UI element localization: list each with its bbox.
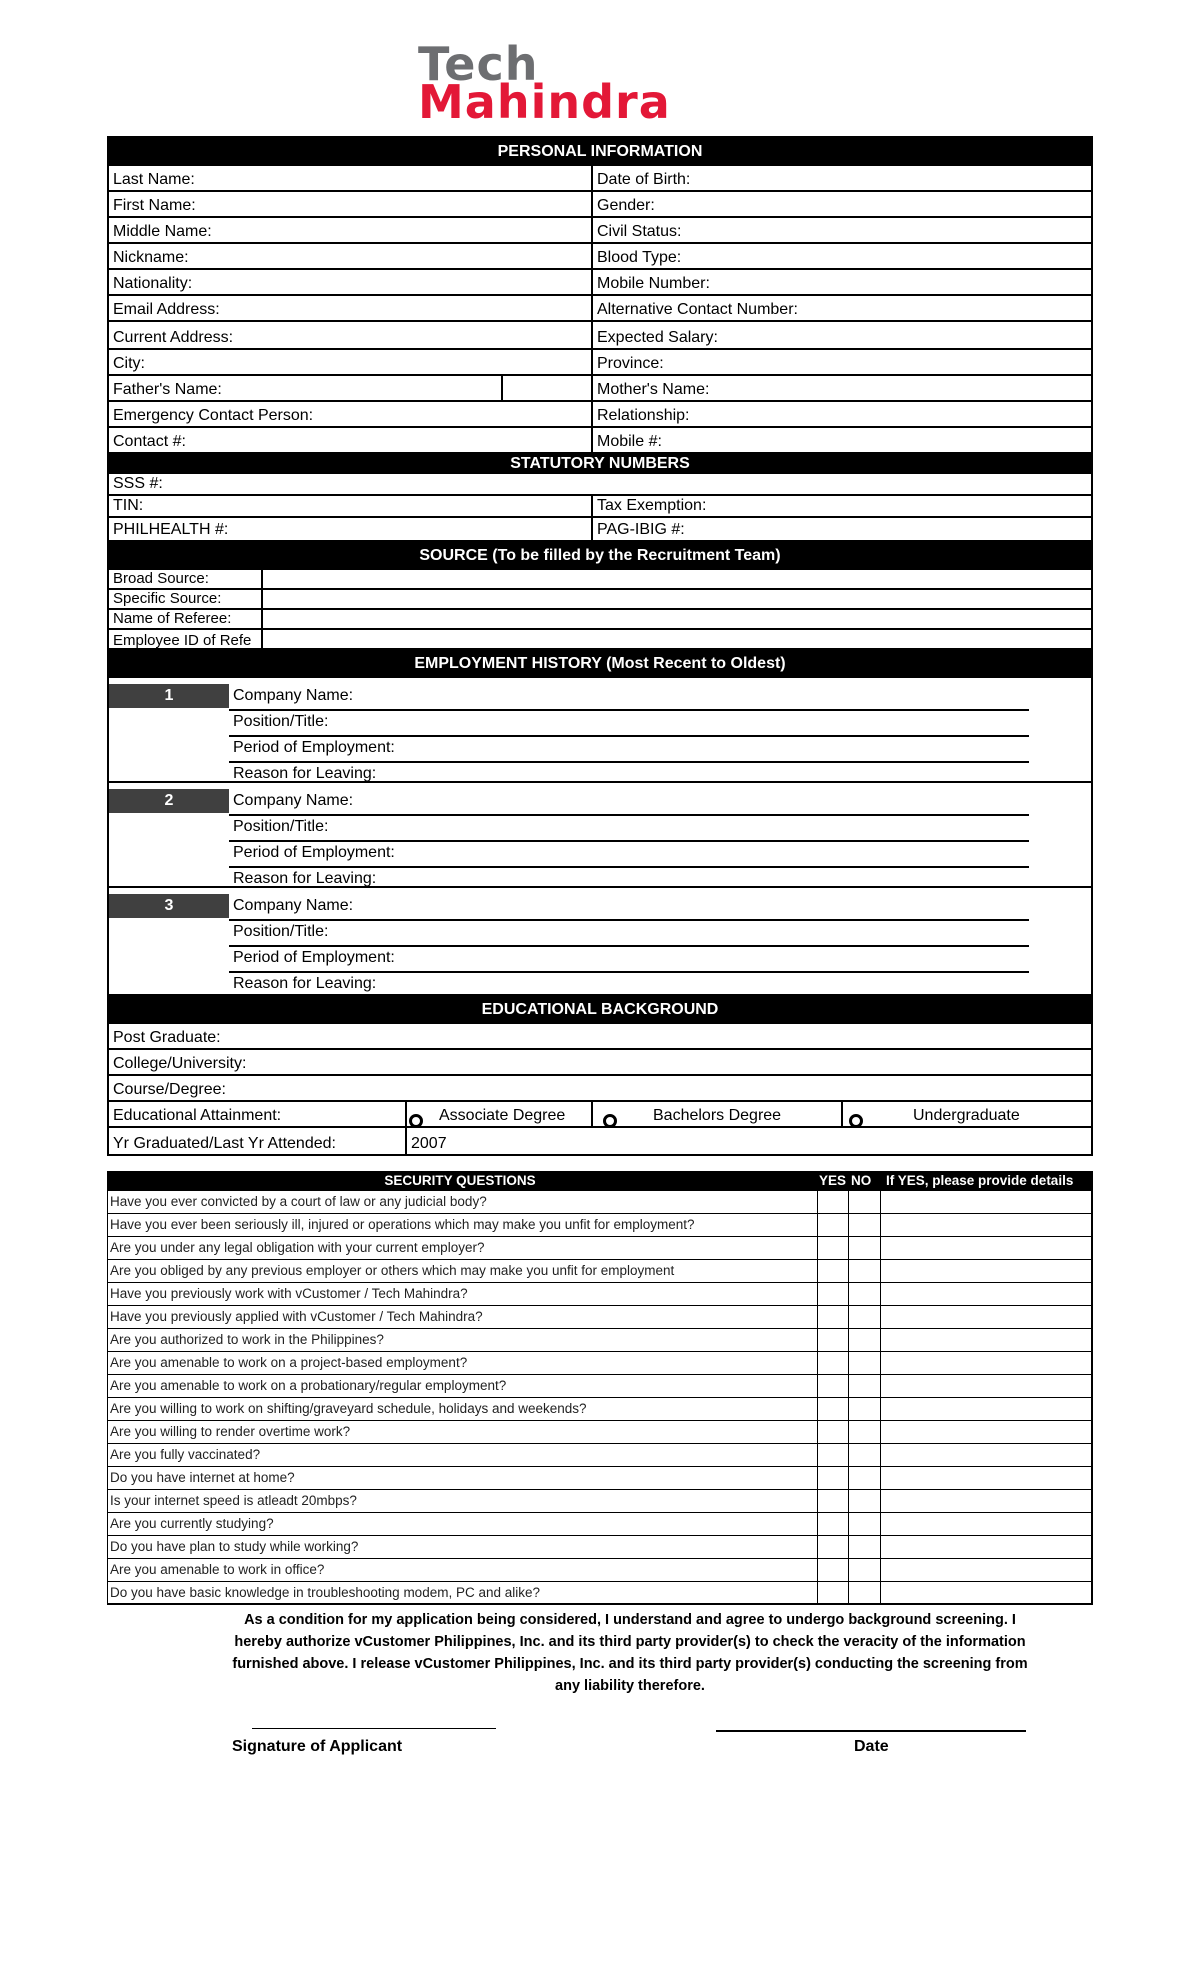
personal-row xyxy=(109,166,1091,192)
personal-field-left[interactable]: Current Address: xyxy=(113,329,234,346)
personal-field-right[interactable]: Date of Birth: xyxy=(597,171,691,188)
employment-field-label: Position/Title: xyxy=(233,923,329,940)
yes-checkbox[interactable] xyxy=(818,1513,848,1536)
divider xyxy=(107,1171,108,1605)
security-questions-header xyxy=(107,1171,1093,1191)
no-checkbox[interactable] xyxy=(849,1582,879,1605)
details-column-header: If YES, please provide details xyxy=(886,1173,1074,1188)
details-field[interactable] xyxy=(881,1513,1091,1536)
educational-background-section xyxy=(107,994,1093,1156)
employment-field-label: Reason for Leaving: xyxy=(233,975,377,992)
details-field[interactable] xyxy=(881,1467,1091,1490)
security-question: Are you amenable to work on a probationary/regular employment? xyxy=(110,1378,507,1393)
attainment-row xyxy=(109,1102,1091,1128)
philhealth-field[interactable]: PHILHEALTH #: xyxy=(113,521,229,538)
employment-field-label: Company Name: xyxy=(233,792,354,809)
personal-field-right[interactable]: Relationship: xyxy=(597,407,690,424)
details-field[interactable] xyxy=(881,1260,1091,1283)
employment-number: 2 xyxy=(109,789,229,813)
security-question: Do you have basic knowledge in troubleshooting modem, PC and alike? xyxy=(110,1585,541,1600)
personal-field-left[interactable]: Nationality: xyxy=(113,275,193,292)
tin-field[interactable]: TIN: xyxy=(113,497,144,514)
employment-field-line[interactable] xyxy=(229,866,1029,868)
applicant-signature-line[interactable] xyxy=(252,1728,496,1729)
yes-checkbox[interactable] xyxy=(818,1375,848,1398)
bachelors-degree-label: Bachelors Degree xyxy=(653,1107,782,1124)
security-question: Are you amenable to work on a project-based employment? xyxy=(110,1355,468,1370)
employment-field-label: Position/Title: xyxy=(233,713,329,730)
logo-mahindra-text: Mahindra xyxy=(418,75,671,129)
employment-field-line[interactable] xyxy=(229,945,1029,947)
personal-field-right[interactable]: Alternative Contact Number: xyxy=(597,301,798,318)
personal-row xyxy=(109,350,1091,376)
source-row xyxy=(109,630,1091,650)
personal-row xyxy=(109,218,1091,244)
details-field[interactable] xyxy=(881,1398,1091,1421)
philhealth-row xyxy=(109,518,1091,540)
date-line[interactable] xyxy=(716,1730,1026,1732)
yes-checkbox[interactable] xyxy=(818,1352,848,1375)
no-checkbox[interactable] xyxy=(849,1559,879,1582)
details-field[interactable] xyxy=(881,1237,1091,1260)
divider xyxy=(880,1171,881,1605)
statutory-numbers-section xyxy=(107,454,1093,542)
no-checkbox[interactable] xyxy=(849,1421,879,1444)
security-question: Are you willing to work on shifting/graveyard schedule, holidays and weekends? xyxy=(110,1401,587,1416)
personal-field-right[interactable]: Mobile Number: xyxy=(597,275,710,292)
date-label: Date xyxy=(854,1738,889,1755)
no-checkbox[interactable] xyxy=(849,1306,879,1329)
security-question: Are you under any legal obligation with your current employer? xyxy=(110,1240,485,1255)
personal-field-left[interactable]: Nickname: xyxy=(113,249,189,266)
employment-field-line[interactable] xyxy=(229,971,1029,973)
yes-column-header: YES xyxy=(819,1173,847,1188)
details-field[interactable] xyxy=(881,1582,1091,1605)
source-value-field[interactable] xyxy=(263,570,1091,588)
employment-field-line[interactable] xyxy=(229,709,1029,711)
employment-block xyxy=(109,783,1091,888)
yes-checkbox[interactable] xyxy=(818,1421,848,1444)
personal-information-header: PERSONAL INFORMATION xyxy=(109,138,1091,166)
details-field[interactable] xyxy=(881,1421,1091,1444)
security-questions-title: SECURITY QUESTIONS xyxy=(384,1173,536,1188)
employment-field-line[interactable] xyxy=(229,735,1029,737)
employment-block xyxy=(109,678,1091,783)
applicant-signature-label: Signature of Applicant xyxy=(232,1738,403,1755)
yes-checkbox[interactable] xyxy=(818,1283,848,1306)
no-checkbox[interactable] xyxy=(849,1513,879,1536)
yes-checkbox[interactable] xyxy=(818,1260,848,1283)
security-question: Do you have internet at home? xyxy=(110,1470,295,1485)
details-field[interactable] xyxy=(881,1352,1091,1375)
no-checkbox[interactable] xyxy=(849,1191,879,1214)
divider xyxy=(591,1102,593,1128)
attainment-label: Educational Attainment: xyxy=(113,1107,282,1124)
yes-checkbox[interactable] xyxy=(818,1191,848,1214)
tin-row xyxy=(109,496,1091,518)
divider xyxy=(817,1171,818,1605)
security-question: Have you ever convicted by a court of law or any judicial body? xyxy=(110,1194,487,1209)
source-header: SOURCE (To be filled by the Recruitment Team) xyxy=(109,542,1091,570)
details-field[interactable] xyxy=(881,1444,1091,1467)
personal-row xyxy=(109,192,1091,218)
course-field[interactable]: Course/Degree: xyxy=(113,1081,226,1098)
divider xyxy=(501,376,503,402)
yes-checkbox[interactable] xyxy=(818,1490,848,1513)
employment-field-label: Period of Employment: xyxy=(233,844,395,861)
table-right-border xyxy=(1091,1171,1093,1605)
pagibig-field[interactable]: PAG-IBIG #: xyxy=(597,521,685,538)
yes-checkbox[interactable] xyxy=(818,1444,848,1467)
details-field[interactable] xyxy=(881,1191,1091,1214)
employment-field-line[interactable] xyxy=(229,919,1029,921)
yr-graduated-label: Yr Graduated/Last Yr Attended: xyxy=(113,1135,336,1152)
yes-checkbox[interactable] xyxy=(818,1398,848,1421)
source-label: Employee ID of Refe xyxy=(113,632,252,649)
source-row xyxy=(109,590,1091,610)
tax-exemption-field[interactable]: Tax Exemption: xyxy=(597,497,707,514)
details-field[interactable] xyxy=(881,1375,1091,1398)
employment-history-header: EMPLOYMENT HISTORY (Most Recent to Oldest) xyxy=(109,650,1091,678)
source-value-field[interactable] xyxy=(263,610,1091,628)
yes-checkbox[interactable] xyxy=(818,1467,848,1490)
divider xyxy=(841,1102,843,1128)
no-checkbox[interactable] xyxy=(849,1214,879,1237)
bachelors-degree-radio[interactable] xyxy=(603,1114,617,1128)
no-column-header: NO xyxy=(851,1173,872,1188)
security-question: Are you currently studying? xyxy=(110,1516,274,1531)
no-checkbox[interactable] xyxy=(849,1329,879,1352)
details-field[interactable] xyxy=(881,1283,1091,1306)
security-question: Have you previously work with vCustomer / Tech Mahindra? xyxy=(110,1286,468,1301)
personal-row xyxy=(109,402,1091,428)
personal-row xyxy=(109,428,1091,452)
security-question: Are you obliged by any previous employer or others which may make you unfit for employment xyxy=(110,1263,675,1278)
employment-field-line[interactable] xyxy=(229,840,1029,842)
college-field[interactable]: College/University: xyxy=(113,1055,247,1072)
employment-field-label: Company Name: xyxy=(233,687,354,704)
statutory-numbers-header: STATUTORY NUMBERS xyxy=(109,454,1091,474)
no-checkbox[interactable] xyxy=(849,1444,879,1467)
personal-field-right[interactable]: Blood Type: xyxy=(597,249,682,266)
personal-field-left[interactable]: Email Address: xyxy=(113,301,220,318)
consent-statement: As a condition for my application being considered, I understand and agree to undergo background screening. I hereby authorize vCustomer Philippines, Inc. and its third party provider(s) to check the veracity of the information furnished above. I release vCustomer Philippines, Inc. and its third party provider(s) conducting the screening from any liability therefore. xyxy=(232,1612,1028,1694)
employment-field-label: Company Name: xyxy=(233,897,354,914)
no-checkbox[interactable] xyxy=(849,1490,879,1513)
employment-field-label: Period of Employment: xyxy=(233,949,395,966)
no-checkbox[interactable] xyxy=(849,1375,879,1398)
security-question: Are you willing to render overtime work? xyxy=(110,1424,351,1439)
yr-graduated-value[interactable]: 2007 xyxy=(411,1135,447,1152)
post-graduate-row xyxy=(109,1024,1091,1050)
logo-tech-text: Tech xyxy=(418,37,539,91)
yes-checkbox[interactable] xyxy=(818,1237,848,1260)
post-graduate-field[interactable]: Post Graduate: xyxy=(113,1029,221,1046)
personal-field-right[interactable]: Expected Salary: xyxy=(597,329,718,346)
college-row xyxy=(109,1050,1091,1076)
employment-field-label: Position/Title: xyxy=(233,818,329,835)
security-question: Is your internet speed is atleadt 20mbps? xyxy=(110,1493,357,1508)
yes-checkbox[interactable] xyxy=(818,1559,848,1582)
source-value-field[interactable] xyxy=(263,630,1091,650)
yes-checkbox[interactable] xyxy=(818,1536,848,1559)
source-row xyxy=(109,610,1091,630)
educational-background-header: EDUCATIONAL BACKGROUND xyxy=(109,996,1091,1024)
details-field[interactable] xyxy=(881,1329,1091,1352)
personal-information-section xyxy=(107,136,1093,454)
no-checkbox[interactable] xyxy=(849,1237,879,1260)
source-label: Specific Source: xyxy=(113,590,222,607)
personal-field-left[interactable]: First Name: xyxy=(113,197,196,214)
yr-graduated-row xyxy=(109,1128,1091,1154)
no-checkbox[interactable] xyxy=(849,1536,879,1559)
security-question: Are you amenable to work in office? xyxy=(110,1562,325,1577)
personal-field-left[interactable]: Contact #: xyxy=(113,433,186,450)
table-bottom-border xyxy=(107,1603,1093,1605)
personal-field-left[interactable]: City: xyxy=(113,355,145,372)
details-field[interactable] xyxy=(881,1559,1091,1582)
sss-field[interactable]: SSS #: xyxy=(113,475,163,492)
security-question: Do you have plan to study while working? xyxy=(110,1539,359,1554)
security-questions-table xyxy=(107,1171,1093,1609)
no-checkbox[interactable] xyxy=(849,1352,879,1375)
associate-degree-label: Associate Degree xyxy=(439,1107,566,1124)
divider xyxy=(405,1102,407,1128)
divider xyxy=(848,1171,849,1605)
security-question: Have you previously applied with vCustomer / Tech Mahindra? xyxy=(110,1309,483,1324)
yes-checkbox[interactable] xyxy=(818,1582,848,1605)
source-label: Name of Referee: xyxy=(113,610,232,627)
details-field[interactable] xyxy=(881,1490,1091,1513)
personal-field-right[interactable]: Civil Status: xyxy=(597,223,682,240)
source-section xyxy=(107,540,1093,650)
personal-row xyxy=(109,296,1091,322)
personal-row xyxy=(109,270,1091,296)
personal-row xyxy=(109,322,1091,350)
personal-field-right[interactable]: Province: xyxy=(597,355,664,372)
personal-field-left[interactable]: Middle Name: xyxy=(113,223,212,240)
employment-field-label: Reason for Leaving: xyxy=(233,870,377,887)
employment-field-label: Reason for Leaving: xyxy=(233,765,377,782)
details-field[interactable] xyxy=(881,1306,1091,1329)
course-row xyxy=(109,1076,1091,1102)
no-checkbox[interactable] xyxy=(849,1467,879,1490)
yes-checkbox[interactable] xyxy=(818,1329,848,1352)
undergraduate-label: Undergraduate xyxy=(913,1107,1020,1124)
details-field[interactable] xyxy=(881,1536,1091,1559)
personal-field-right[interactable]: Mobile #: xyxy=(597,433,662,450)
source-label: Broad Source: xyxy=(113,570,209,587)
personal-field-left[interactable]: Father's Name: xyxy=(113,381,222,398)
employment-number: 3 xyxy=(109,894,229,918)
sss-row xyxy=(109,474,1091,496)
security-question: Are you authorized to work in the Philippines? xyxy=(110,1332,384,1347)
personal-field-left[interactable]: Emergency Contact Person: xyxy=(113,407,314,424)
personal-field-right[interactable]: Gender: xyxy=(597,197,655,214)
no-checkbox[interactable] xyxy=(849,1260,879,1283)
employment-field-label: Period of Employment: xyxy=(233,739,395,756)
details-field[interactable] xyxy=(881,1214,1091,1237)
yes-checkbox[interactable] xyxy=(818,1214,848,1237)
security-question: Are you fully vaccinated? xyxy=(110,1447,261,1462)
source-value-field[interactable] xyxy=(263,590,1091,608)
employment-field-line[interactable] xyxy=(229,814,1029,816)
personal-row xyxy=(109,244,1091,270)
personal-field-left[interactable]: Last Name: xyxy=(113,171,195,188)
tech-mahindra-logo xyxy=(418,37,758,129)
employment-history-section xyxy=(107,648,1093,996)
no-checkbox[interactable] xyxy=(849,1398,879,1421)
yes-checkbox[interactable] xyxy=(818,1306,848,1329)
employment-block xyxy=(109,888,1091,993)
employment-field-line[interactable] xyxy=(229,761,1029,763)
security-question: Have you ever been seriously ill, injured or operations which may make you unfit for employment? xyxy=(110,1217,695,1232)
undergraduate-radio[interactable] xyxy=(849,1114,863,1128)
employment-number: 1 xyxy=(109,684,229,708)
source-row xyxy=(109,570,1091,590)
no-checkbox[interactable] xyxy=(849,1283,879,1306)
personal-row xyxy=(109,376,1091,402)
associate-degree-radio[interactable] xyxy=(409,1114,423,1128)
personal-field-right[interactable]: Mother's Name: xyxy=(597,381,710,398)
